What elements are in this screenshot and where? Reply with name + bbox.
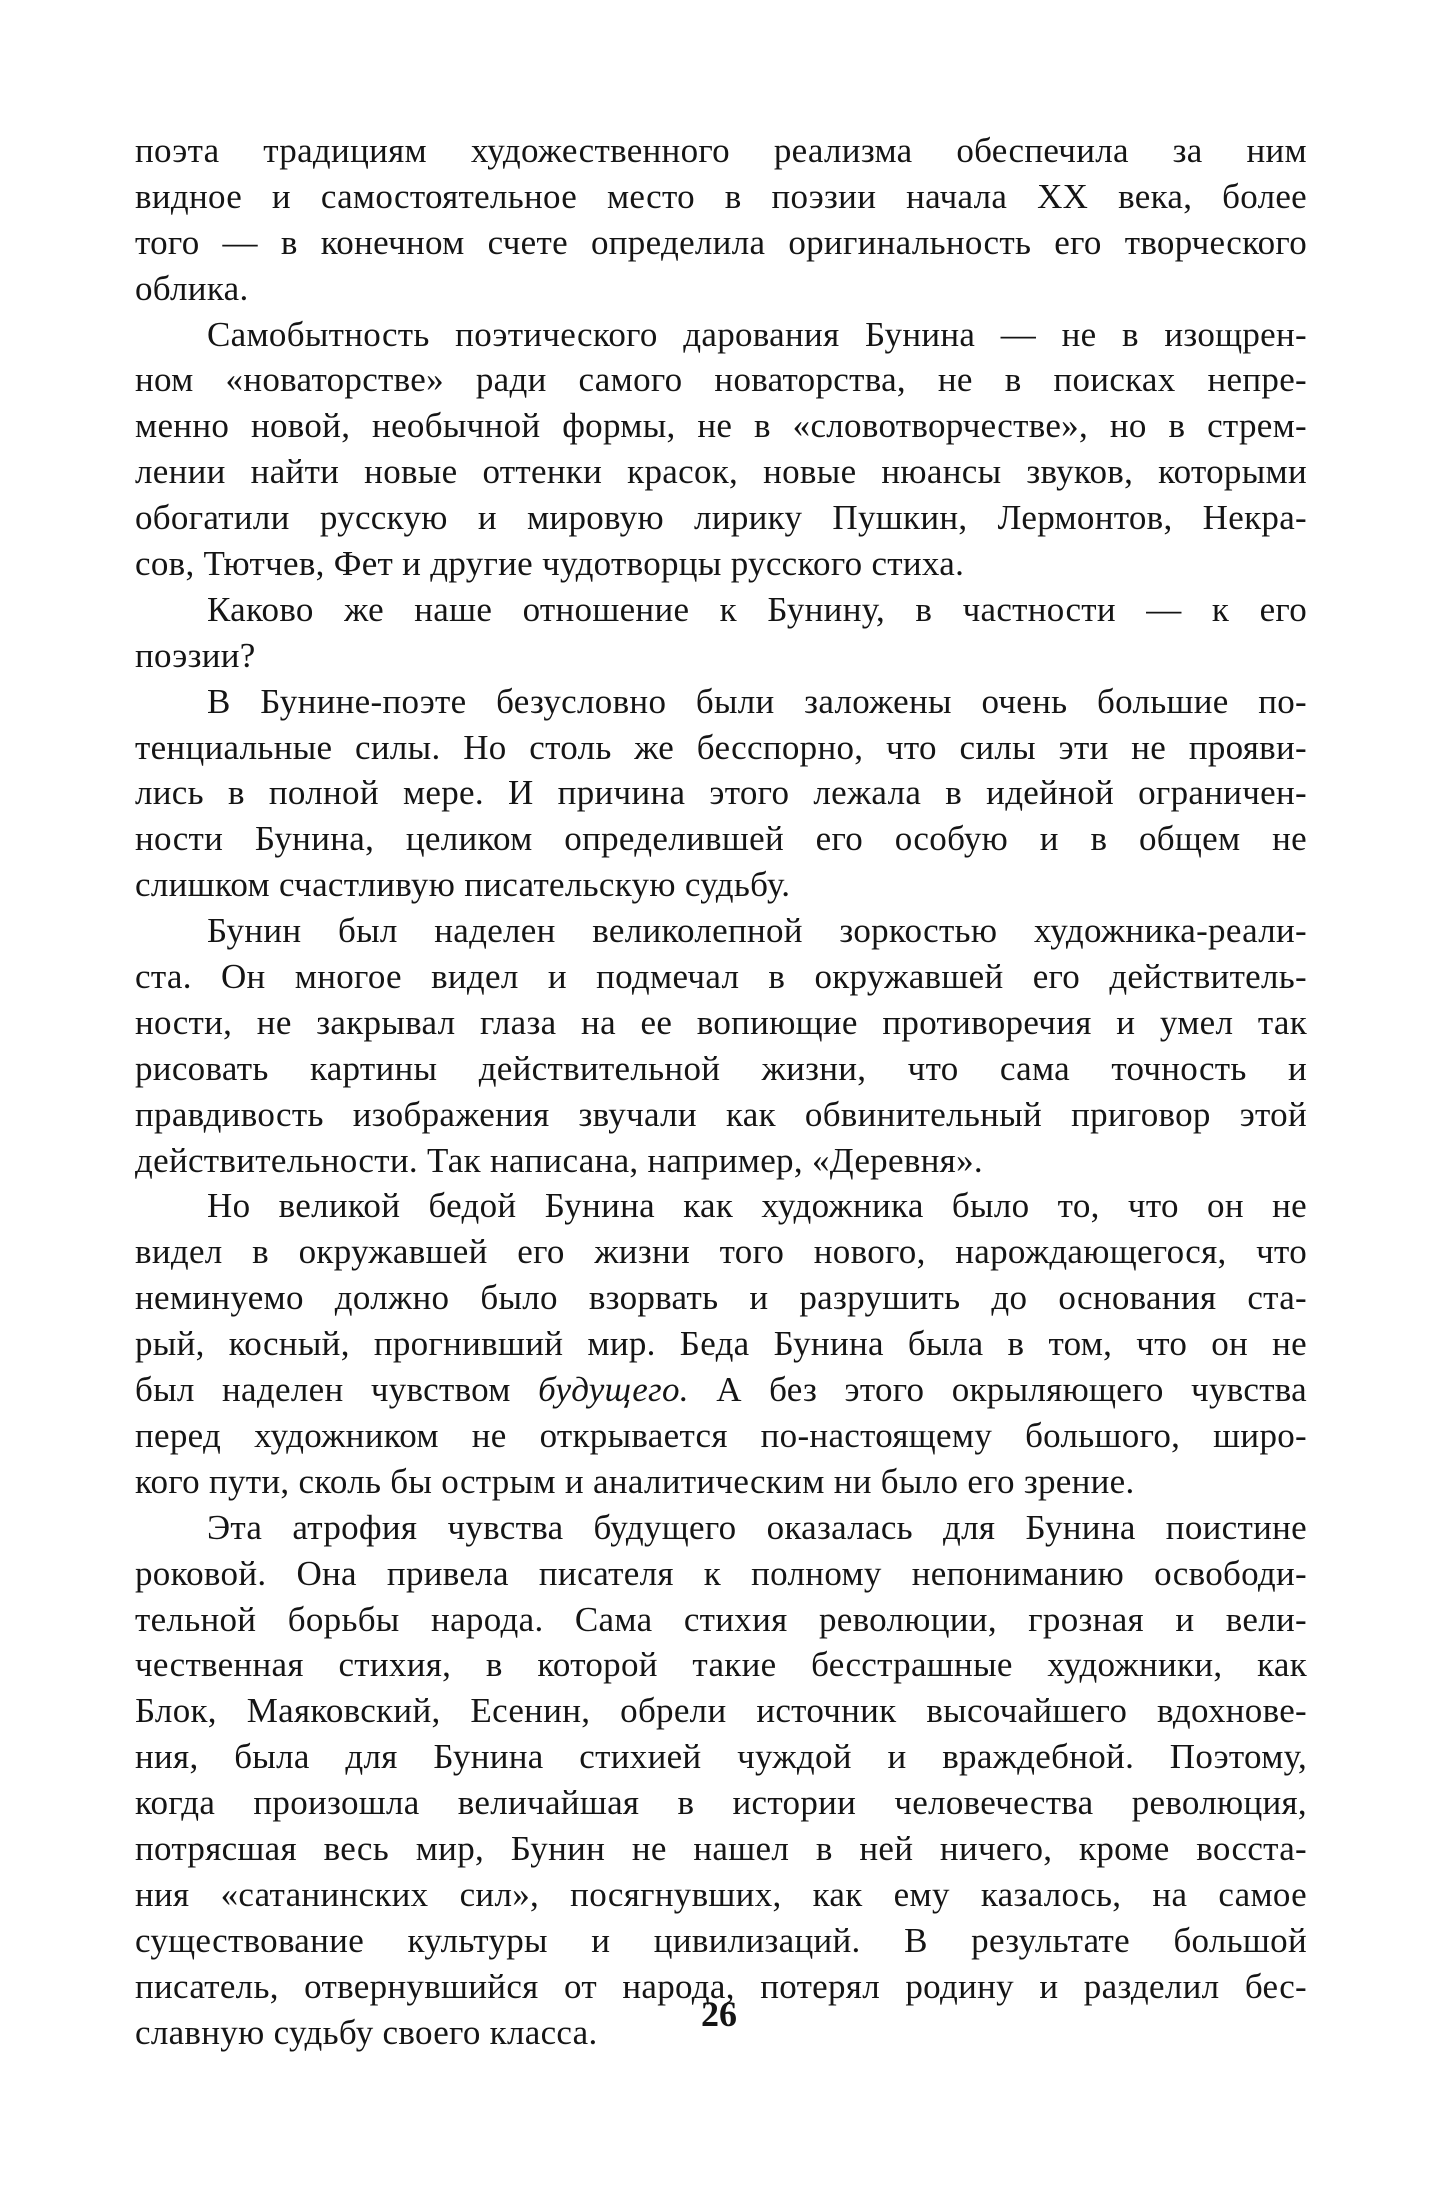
text-line: существование культуры и цивилизаций. В результате большой xyxy=(135,1920,1307,1960)
text-line: кого пути, сколь бы острым и аналитическим ни было его зрение. xyxy=(135,1461,1135,1501)
text-line: Каково же наше отношение к Бунину, в частности — к его xyxy=(207,589,1307,629)
text-line: Бунин был наделен великолепной зоркостью художника-реали- xyxy=(207,911,1307,951)
text-line: поэта традициям художественного реализма обеспечила за ним xyxy=(135,131,1307,170)
text-line: чественная стихия, в которой такие бесстрашные художники, как xyxy=(135,1645,1307,1685)
text-line: менно новой, необычной формы, не в «словотворчестве», но в стрем- xyxy=(135,406,1307,446)
text-line: В Бунине-поэте безусловно были заложены очень большие по- xyxy=(207,681,1307,721)
text-line: Самобытность поэтического дарования Бунина — не в изощрен- xyxy=(207,314,1307,354)
page-number: 26 xyxy=(701,1994,737,2034)
text-line: был наделен чувством будущего. А без этого окрыляющего чувства xyxy=(135,1370,1307,1410)
text-line: действительности. Так написана, например, «Деревня». xyxy=(135,1140,983,1180)
page-body xyxy=(135,128,1307,2055)
text-line: ности Бунина, целиком определившей его особую и в общем не xyxy=(135,819,1307,859)
text-line: писатель, отвернувшийся от народа, потерял родину и разделил бес- xyxy=(135,1966,1307,2006)
text-line: ности, не закрывал глаза на ее вопиющие противоречия и умел так xyxy=(135,1002,1307,1042)
text-line: ста. Он многое видел и подмечал в окружавшей его действитель- xyxy=(135,957,1307,997)
text-line: ном «новаторстве» ради самого новаторства, не в поисках непре- xyxy=(135,360,1307,400)
text-line: лении найти новые оттенки красок, новые нюансы звуков, которыми xyxy=(135,452,1307,492)
text-line: слишком счастливую писательскую судьбу. xyxy=(135,865,791,905)
text-line: когда произошла величайшая в истории человечества революция, xyxy=(135,1783,1307,1823)
text-line: славную судьбу своего класса. xyxy=(135,2012,598,2052)
text-line: видное и самостоятельное место в поэзии начала XX века, более xyxy=(135,176,1307,216)
text-line: Блок, Маяковский, Есенин, обрели источник высочайшего вдохнове- xyxy=(135,1691,1307,1731)
emphasis: будущего. xyxy=(538,1370,689,1410)
text-line: роковой. Она привела писателя к полному непониманию освободи- xyxy=(135,1553,1307,1593)
text-line: обогатили русскую и мировую лирику Пушкин, Лермонтов, Некра- xyxy=(135,498,1307,538)
text-line: ния, была для Бунина стихией чуждой и враждебной. Поэтому, xyxy=(135,1737,1307,1777)
text-line: потрясшая весь мир, Бунин не нашел в ней ничего, кроме восста- xyxy=(135,1828,1307,1868)
text-line: тенциальные силы. Но столь же бесспорно, что силы эти не прояви- xyxy=(135,727,1307,767)
text-line: Эта атрофия чувства будущего оказалась для Бунина поистине xyxy=(207,1507,1307,1547)
text-line: Но великой бедой Бунина как художника было то, что он не xyxy=(207,1186,1307,1226)
text-line: того — в конечном счете определила оригинальность его творческого xyxy=(135,222,1307,262)
text-line: поэзии? xyxy=(135,635,256,675)
text-line: облика. xyxy=(135,268,249,308)
text-line: рисовать картины действительной жизни, что сама точность и xyxy=(135,1048,1307,1088)
text-line: тельной борьбы народа. Сама стихия революции, грозная и вели- xyxy=(135,1599,1307,1639)
text-line: ния «сатанинских сил», посягнувших, как ему казалось, на самое xyxy=(135,1874,1307,1914)
text-line: правдивость изображения звучали как обвинительный приговор этой xyxy=(135,1094,1307,1134)
text-line: неминуемо должно было взорвать и разрушить до основания ста- xyxy=(135,1278,1307,1318)
text-line: сов, Тютчев, Фет и другие чудотворцы русского стиха. xyxy=(135,544,965,584)
text-line: перед художником не открывается по-настоящему большого, широ- xyxy=(135,1415,1307,1455)
text-line: лись в полной мере. И причина этого лежала в идейной ограничен- xyxy=(135,773,1307,813)
text-line: рый, косный, прогнивший мир. Беда Бунина была в том, что он не xyxy=(135,1324,1307,1364)
text-line: видел в окружавшей его жизни того нового, нарождающегося, что xyxy=(135,1232,1307,1272)
